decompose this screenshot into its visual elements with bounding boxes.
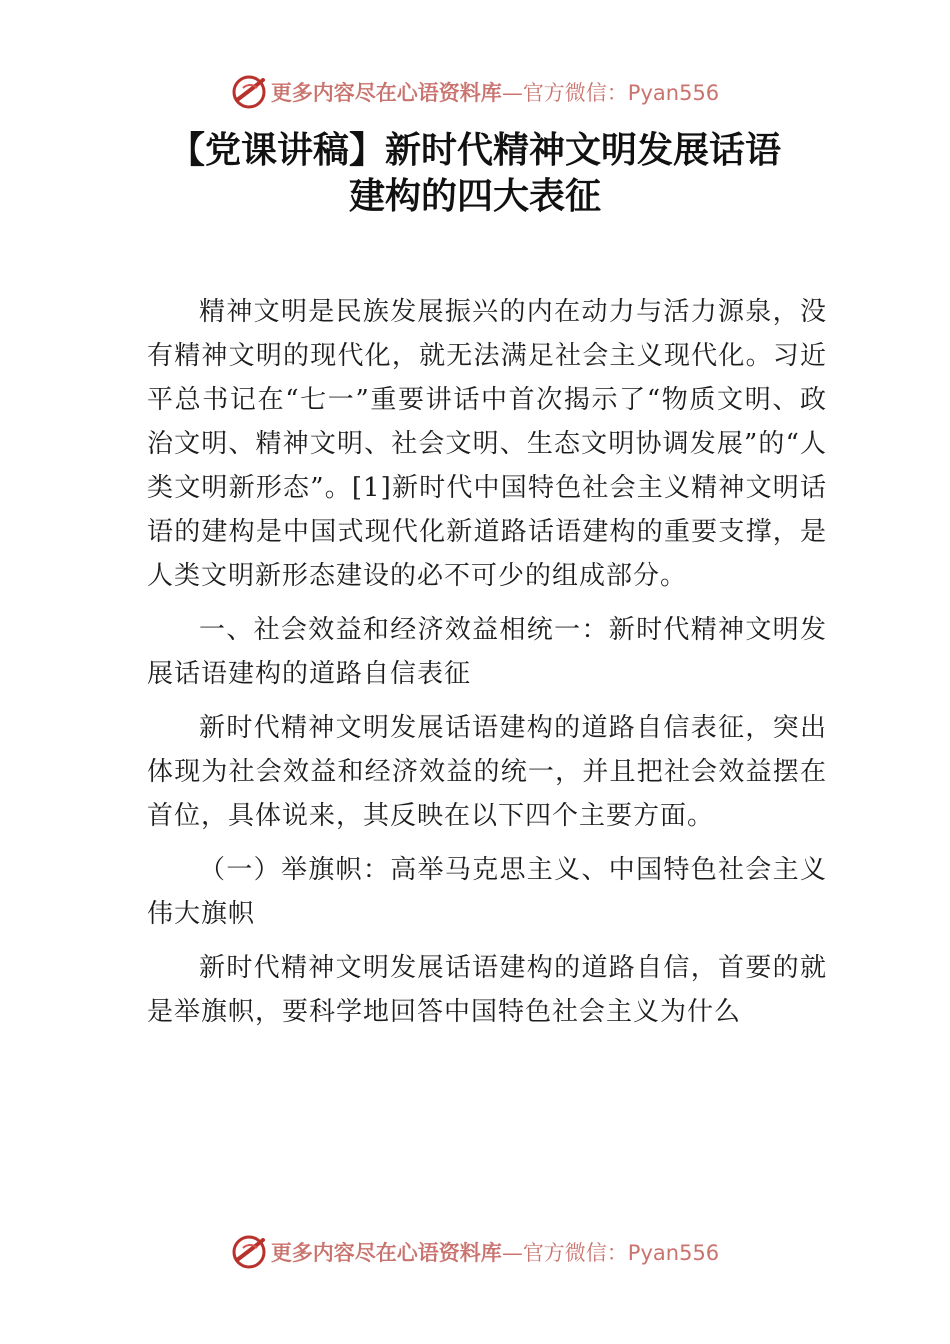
page-title (60, 128, 890, 220)
document-body (147, 290, 827, 1044)
banner-brand-text: 更多内容尽在心语资料库 (270, 80, 502, 105)
section-heading-1: 一、社会效益和经济效益相统一：新时代精神文明发展话语建构的道路自信表征 (147, 615, 827, 689)
paragraph-section-1: 新时代精神文明发展话语建构的道路自信表征，突出体现为社会效益和经济效益的统一，并且把社会效益摆在首位，具体说来，其反映在以下四个主要方面。 (147, 713, 827, 831)
subsection-heading-1: （一）举旗帜：高举马克思主义、中国特色社会主义伟大旗帜 (147, 855, 827, 929)
title-line-1: 【党课讲稿】新时代精神文明发展话语 (168, 130, 781, 171)
paragraph-subsection-1: 新时代精神文明发展话语建构的道路自信，首要的就是举旗帜，要科学地回答中国特色社会主义为什么 (147, 953, 827, 1027)
brand-logo-icon (231, 74, 267, 110)
header-banner (0, 70, 950, 114)
footer-banner (0, 1230, 950, 1274)
paragraph-intro: 精神文明是民族发展振兴的内在动力与活力源泉，没有精神文明的现代化，就无法满足社会主义现代化。习近平总书记在“七一”重要讲话中首次揭示了“物质文明、政治文明、精神文明、社会文明、生态文明协调发展”的“人类文明新形态”。[1]新时代中国特色社会主义精神文明话语的建构是中国式现代化新道路话语建构的重要支撑，是人类文明新形态建设的必不可少的组成部分。 (147, 297, 827, 591)
title-line-2: 建构的四大表征 (348, 176, 601, 217)
brand-logo-icon (231, 1234, 267, 1270)
banner-contact-text: —官方微信：Pyan556 (501, 81, 720, 105)
banner-brand-text: 更多内容尽在心语资料库 (270, 1240, 502, 1265)
banner-contact-text: —官方微信：Pyan556 (501, 1241, 720, 1265)
